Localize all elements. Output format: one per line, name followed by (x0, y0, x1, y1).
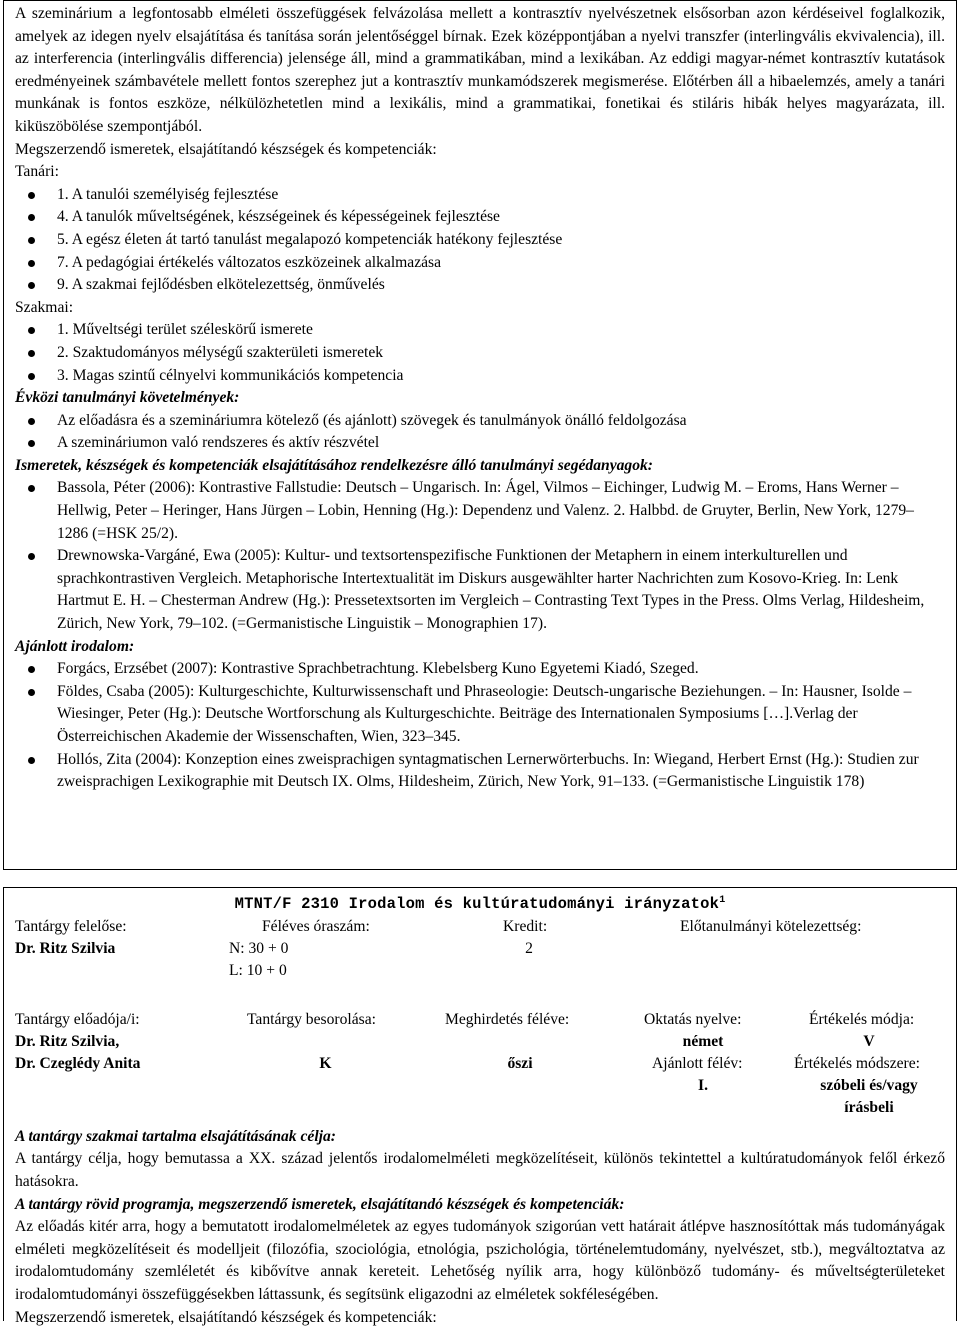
footnote-mark: 1 (719, 895, 725, 906)
course-title: MTNT/F 2310 Irodalom és kultúratudományi irányzatok$^1$ (4, 890, 956, 916)
prereq-label: Előtanulmányi kötelezettség: (680, 916, 861, 939)
teacher-list (15, 184, 945, 297)
eval-label: Értékelés módja: (809, 1009, 914, 1032)
hours-l: L: 10 + 0 (229, 960, 287, 983)
intro-paragraph: A szeminárium a legfontosabb elméleti összefüggések felvázolása mellett a kontrasztív nyelvészetnek elsősorban azon kérdéseivel foglalkozik, amelyek az idegen nyelv elsajátítása és tanítása során jelentőséggel bírnak. Ezek középpontjában a nyelvi transzfer (interlingvális ekvivalencia), ill. az interferencia (interlingvális differencia) jelensége áll, mind a grammatikában, mind a lexikában. Az eddigi magyar-német kontrasztív kutatások eredményeinek számbavétele mellett fontos szerephez jut a kontrasztív munkamódszerek megismerése. Előtérben áll a hibaelemzés, amely a tanári munkának is fontos eszköze, nélkülözhetetlen mind a lexikális, mind a grammatikai, fonetikai és stiláris hibák helyes magyarázata, ill. kiküszöbölése szempontjából. (15, 3, 945, 139)
lecturer-label: Tantárgy előadója/i: (15, 1009, 140, 1032)
teacher-heading: Tanári: (15, 161, 945, 184)
credit-label: Kredit: (503, 916, 547, 939)
list-item: 4. A tanulók műveltségének, készségeinek és képességeinek fejlesztése (15, 206, 945, 229)
list-item: A szemináriumon való rendszeres és aktív részvétel (15, 432, 945, 455)
course-details-grid (4, 916, 956, 1126)
requirements-heading: Évközi tanulmányi követelmények: (15, 387, 945, 410)
eval-method-label: Értékelés módszere: (794, 1053, 920, 1076)
semester-label: Meghirdetés féléve: (445, 1009, 569, 1032)
materials-list (15, 477, 945, 635)
recommended-list (15, 658, 945, 794)
classification-label: Tantárgy besorolása: (247, 1009, 376, 1032)
professional-heading: Szakmai: (15, 297, 945, 320)
responsible-value: Dr. Ritz Szilvia (15, 938, 115, 961)
list-item: 1. A tanulói személyiség fejlesztése (15, 184, 945, 207)
classification-value: K (247, 1053, 404, 1076)
responsible-label: Tantárgy felelőse: (15, 916, 127, 939)
lecturer-value-1: Dr. Ritz Szilvia, (15, 1031, 119, 1054)
aim-heading: A tantárgy szakmai tartalma elsajátításának célja: (15, 1126, 945, 1149)
eval-value: V (794, 1031, 944, 1054)
competences-heading: Megszerzendő ismeretek, elsajátítandó készségek és kompetenciák: (15, 139, 945, 162)
course-competences-heading: Megszerzendő ismeretek, elsajátítandó készségek és kompetenciák: (15, 1307, 945, 1329)
list-item: Az előadásra és a szemináriumra kötelező (és ajánlott) szövegek és tanulmányok önálló feldolgozása (15, 410, 945, 433)
hours-n: N: 30 + 0 (229, 938, 288, 961)
list-item: Hollós, Zita (2004): Konzeption eines zweisprachigen syntagmatischen Lernerwörterbuchs. In: Wiegand, Herbert Ernst (Hg.): Studien zur zweisprachigen Lexikographie mit Deutsch IX. Olms, Hildesheim, Zürich, New York, 91–133. (=Germanistische Linguistik 178) (15, 749, 945, 794)
list-item: 7. A pedagógiai értékelés változatos eszközeinek alkalmazása (15, 252, 945, 275)
course-info-box (3, 887, 957, 1321)
list-item: Forgács, Erzsébet (2007): Kontrastive Sprachbetrachtung. Klebelsberg Kuno Egyetemi Kiadó, Szeged. (15, 658, 945, 681)
list-item: Drewnowska-Vargáné, Ewa (2005): Kultur- und textsortenspezifische Funktionen der Metaphern in einem interkulturellen und sprachkontrastiven Vergleich. Metaphorische Intertextualität im Diskurs ausgewählter harter Nachrichten zum Kosovo-Krieg. In: Lenk Hartmut E. H. – Chesterman Andrew (Hg.): Pressetextsorten im Vergleich – Contrasting Text Types in the Press. Olms Verlag, Hildesheim, Zürich, New York, 79–102. (=Germanistische Linguistik – Monographien 17). (15, 545, 945, 635)
list-item: Bassola, Péter (2006): Kontrastive Fallstudie: Deutsch – Ungarisch. In: Ágel, Vilmos – Eichinger, Ludwig M. – Eroms, Hans Werner – Hellwig, Peter – Heringer, Hans Jürgen – Lobin, Henning (Hg.): Dependenz und Valenz. 2. Halbbd. de Gruyter, Berlin, New York, 1279–1286 (=HSK 25/2). (15, 477, 945, 545)
credit-value: 2 (503, 938, 555, 961)
eval-method-value-1: szóbeli és/vagy (794, 1075, 944, 1098)
recommended-heading: Ajánlott irodalom: (15, 636, 945, 659)
rec-semester-label: Ajánlott félév: (652, 1053, 743, 1076)
language-value: német (644, 1031, 762, 1054)
language-label: Oktatás nyelve: (644, 1009, 741, 1032)
semester-value: őszi (445, 1053, 595, 1076)
hours-label: Féléves óraszám: (262, 916, 370, 939)
seminar-description-box (3, 0, 957, 870)
rec-semester-value: I. (644, 1075, 762, 1098)
list-item: 5. A egész életen át tartó tanulást megalapozó kompetenciák hatékony fejlesztése (15, 229, 945, 252)
materials-heading: Ismeretek, készségek és kompetenciák elsajátításához rendelkezésre álló tanulmányi segédanyagok: (15, 455, 945, 478)
list-item: 9. A szakmai fejlődésben elkötelezettség, önművelés (15, 274, 945, 297)
eval-method-value-2: írásbeli (794, 1097, 944, 1120)
professional-list (15, 319, 945, 387)
lecturer-value-2: Dr. Czeglédy Anita (15, 1053, 140, 1076)
list-item: 1. Műveltségi terület széleskörű ismerete (15, 319, 945, 342)
aim-text: A tantárgy célja, hogy bemutassa a XX. század jelentős irodalomelméleti megközelítéseit, különös tekintettel a kultúratudományok felől érkező hatásokra. (15, 1148, 945, 1193)
program-heading: A tantárgy rövid programja, megszerzendő ismeretek, elsajátítandó készségek és kompetenciák: (15, 1194, 945, 1217)
list-item: 2. Szaktudományos mélységű szakterületi ismeretek (15, 342, 945, 365)
list-item: Földes, Csaba (2005): Kulturgeschichte, Kulturwissenschaft und Phraseologie: Deutsch-ungarische Beziehungen. – In: Hausner, Isolde – Wiesinger, Peter (Hg.): Deutsche Wortforschung als Kulturgeschichte. Beiträge des Internationalen Symposiums […].Verlag der Österreichischen Akademie der Wissenschaften, Wien, 323–345. (15, 681, 945, 749)
requirements-list (15, 410, 945, 455)
program-text: Az előadás kitér arra, hogy a bemutatott irodalomelméletek az egyes tudományok szigorúan vett határait átlépve hasznosítóttak más tudományágak elméleti megközelítéseit és modelljeit (filozófia, szociológia, etnológia, pszichológia, történelemtudomány, nyelvészet, stb.), megváltoztatva az irodalomtudomány szemléletét és kibővítve annak kereteit. Lehetőség nyílik arra, hogy különböző tudomány- és műveltségterületeket irodalomtudományi összefüggésekben láttassunk, és segítsünk eligazodni az elméletek sokféleségében. (15, 1216, 945, 1306)
list-item: 3. Magas szintű célnyelvi kommunikációs kompetencia (15, 365, 945, 388)
